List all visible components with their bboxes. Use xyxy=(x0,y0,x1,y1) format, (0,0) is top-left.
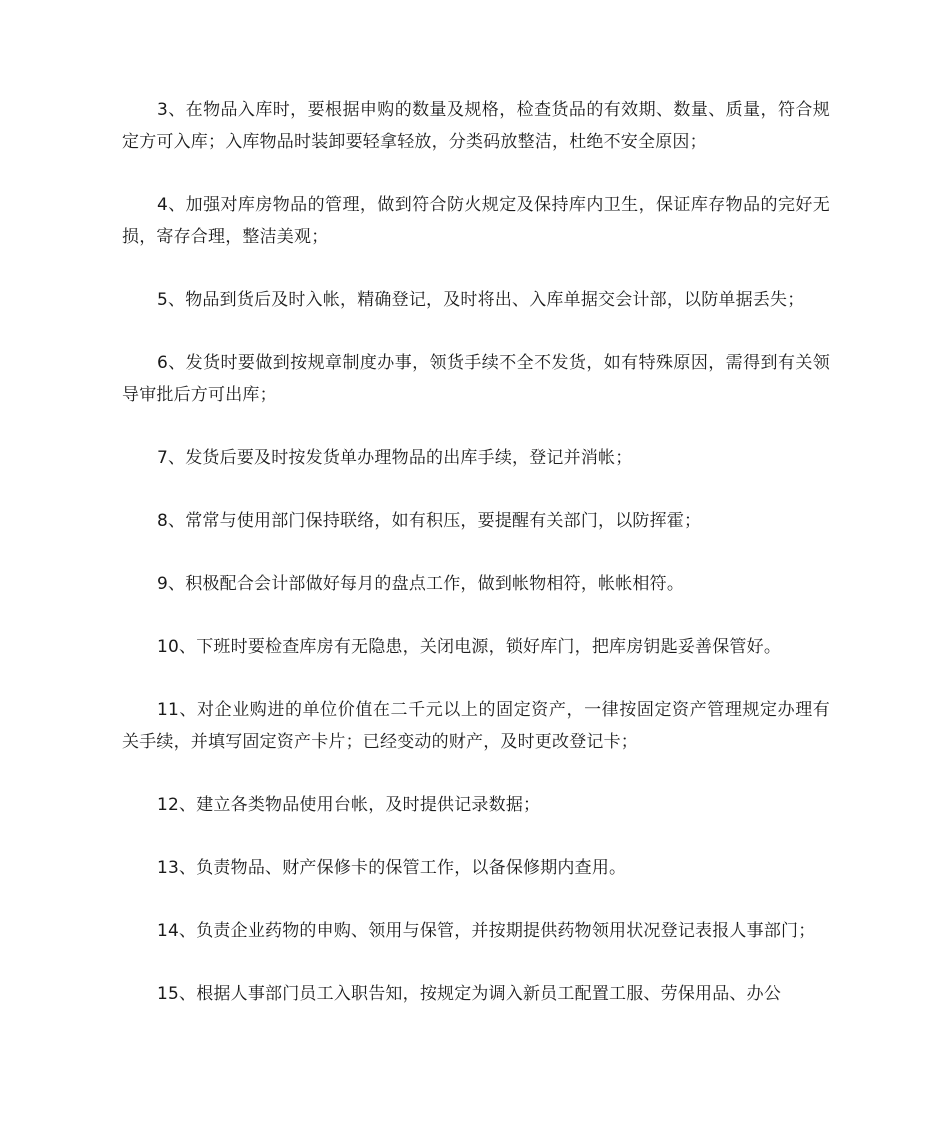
paragraph-item-14: 14、负责企业药物的申购、领用与保管，并按期提供药物领用状况登记表报人事部门； xyxy=(157,921,816,941)
paragraph-item-10: 10、下班时要检查库房有无隐患，关闭电源，锁好库门，把库房钥匙妥善保管好。 xyxy=(157,637,782,657)
paragraph-item-6: 6、发货时要做到按规章制度办事，领货手续不全不发货，如有特殊原因，需得到有关领导审批后方可出库； xyxy=(122,353,830,405)
paragraph-item-4: 4、加强对库房物品的管理，做到符合防火规定及保持库内卫生，保证库存物品的完好无损，寄存合理，整洁美观； xyxy=(122,195,830,247)
paragraph-item-12: 12、建立各类物品使用台帐，及时提供记录数据； xyxy=(157,795,541,815)
paragraph-item-5: 5、物品到货后及时入帐，精确登记，及时将出、入库单据交会计部，以防单据丢失； xyxy=(157,290,805,310)
paragraph-item-9: 9、积极配合会计部做好每月的盘点工作，做到帐物相符，帐帐相符。 xyxy=(157,574,685,594)
document-body xyxy=(122,94,830,1041)
paragraph-item-13: 13、负责物品、财产保修卡的保管工作，以备保修期内查用。 xyxy=(157,858,627,878)
paragraph-item-11: 11、对企业购进的单位价值在二千元以上的固定资产，一律按固定资产管理规定办理有关手续，并填写固定资产卡片；已经变动的财产，及时更改登记卡； xyxy=(122,700,830,752)
paragraph-item-3: 3、在物品入库时，要根据申购的数量及规格，检查货品的有效期、数量、质量，符合规定方可入库；入库物品时装卸要轻拿轻放，分类码放整洁，杜绝不安全原因； xyxy=(122,100,830,152)
paragraph-item-8: 8、常常与使用部门保持联络，如有积压，要提醒有关部门，以防挥霍； xyxy=(157,511,702,531)
paragraph-item-7: 7、发货后要及时按发货单办理物品的出库手续，登记并消帐； xyxy=(157,448,633,468)
paragraph-item-15: 15、根据人事部门员工入职告知，按规定为调入新员工配置工服、劳保用品、办公 xyxy=(157,984,782,1004)
